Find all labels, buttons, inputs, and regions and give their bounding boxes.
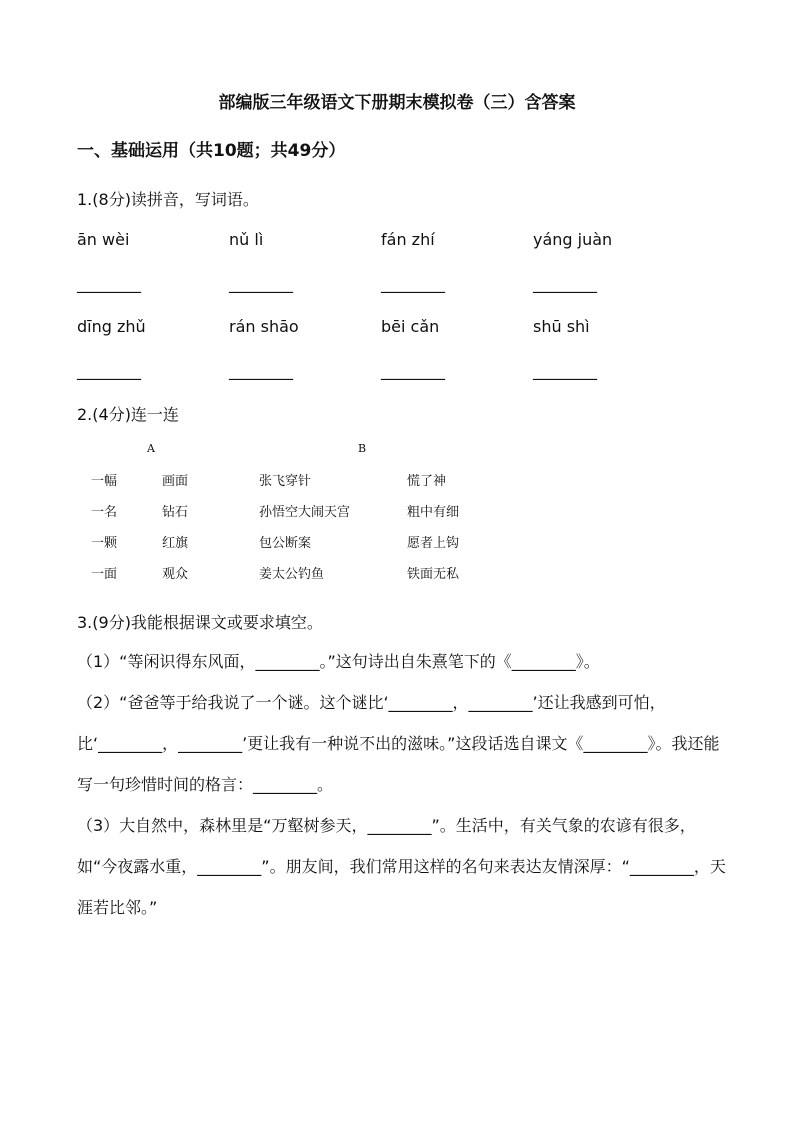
match-story[interactable]: 张飞穿针 <box>259 474 312 489</box>
match-xiehouyu-ending[interactable]: 慌了神 <box>407 474 447 489</box>
match-noun[interactable]: 钻石 <box>162 505 189 520</box>
match-story[interactable]: 姜太公钓鱼 <box>259 567 325 582</box>
match-story[interactable]: 包公断案 <box>259 536 312 551</box>
pinyin-item: dīng zhǔ <box>77 317 146 336</box>
match-xiehouyu-ending[interactable]: 铁面无私 <box>407 567 460 582</box>
match-xiehouyu-ending[interactable]: 愿者上钩 <box>407 536 460 551</box>
fill-in-paragraph-3: （3）大自然中，森林里是“万壑树参天，________”。生活中，有关气象的农谚有很多，如“今夜露水重，________”。朋友间，我们常用这样的名句来表达友情深厚：“________，天涯若比邻。” <box>77 816 726 917</box>
answer-blank[interactable]: ________ <box>533 361 597 380</box>
pinyin-item: rán shāo <box>229 317 299 336</box>
pinyin-item: shū shì <box>533 317 590 336</box>
match-measure-word[interactable]: 一名 <box>91 505 118 520</box>
answer-blank[interactable]: ________ <box>381 274 445 293</box>
question-1-heading: 1.(8分)读拼音，写词语。 <box>77 190 259 209</box>
answer-blank[interactable]: ________ <box>229 274 293 293</box>
pinyin-item: ān wèi <box>77 230 130 249</box>
match-story[interactable]: 孙悟空大闹天宫 <box>259 505 351 520</box>
match-xiehouyu-ending[interactable]: 粗中有细 <box>407 505 460 520</box>
answer-blank[interactable]: ________ <box>381 361 445 380</box>
match-noun[interactable]: 画面 <box>162 474 189 489</box>
match-noun[interactable]: 红旗 <box>162 536 189 551</box>
pinyin-item: nǔ lì <box>229 230 264 249</box>
question-3-heading: 3.(9分)我能根据课文或要求填空。 <box>77 613 323 632</box>
answer-blank[interactable]: ________ <box>533 274 597 293</box>
match-measure-word[interactable]: 一颗 <box>91 536 118 551</box>
answer-blank[interactable]: ________ <box>77 361 141 380</box>
section-heading-basics: 一、基础运用（共10题；共49分） <box>77 141 346 161</box>
match-measure-word[interactable]: 一面 <box>91 567 118 582</box>
fill-in-paragraph-2: （2）“爸爸等于给我说了一个谜。这个谜比‘________，________’还让我感到可怕，比‘________，________’更让我有一种说不出的滋味。”这段话选自课文《________》。我还能写一句珍惜时间的格言：________。 <box>77 693 720 794</box>
column-b-header: B <box>358 442 367 455</box>
answer-blank[interactable]: ________ <box>229 361 293 380</box>
page-title: 部编版三年级语文下册期末模拟卷（三）含答案 <box>218 93 576 113</box>
question-2-heading: 2.(4分)连一连 <box>77 405 179 424</box>
pinyin-item: yáng juàn <box>533 230 613 249</box>
fill-in-paragraph-1: （1）“等闲识得东风面，________。”这句诗出自朱熹笔下的《________》。 <box>77 652 600 671</box>
answer-blank[interactable]: ________ <box>77 274 141 293</box>
pinyin-item: fán zhí <box>381 230 435 249</box>
pinyin-item: bēi cǎn <box>381 317 440 336</box>
match-noun[interactable]: 观众 <box>162 567 189 582</box>
match-measure-word[interactable]: 一幅 <box>91 474 118 489</box>
column-a-header: A <box>147 442 155 455</box>
